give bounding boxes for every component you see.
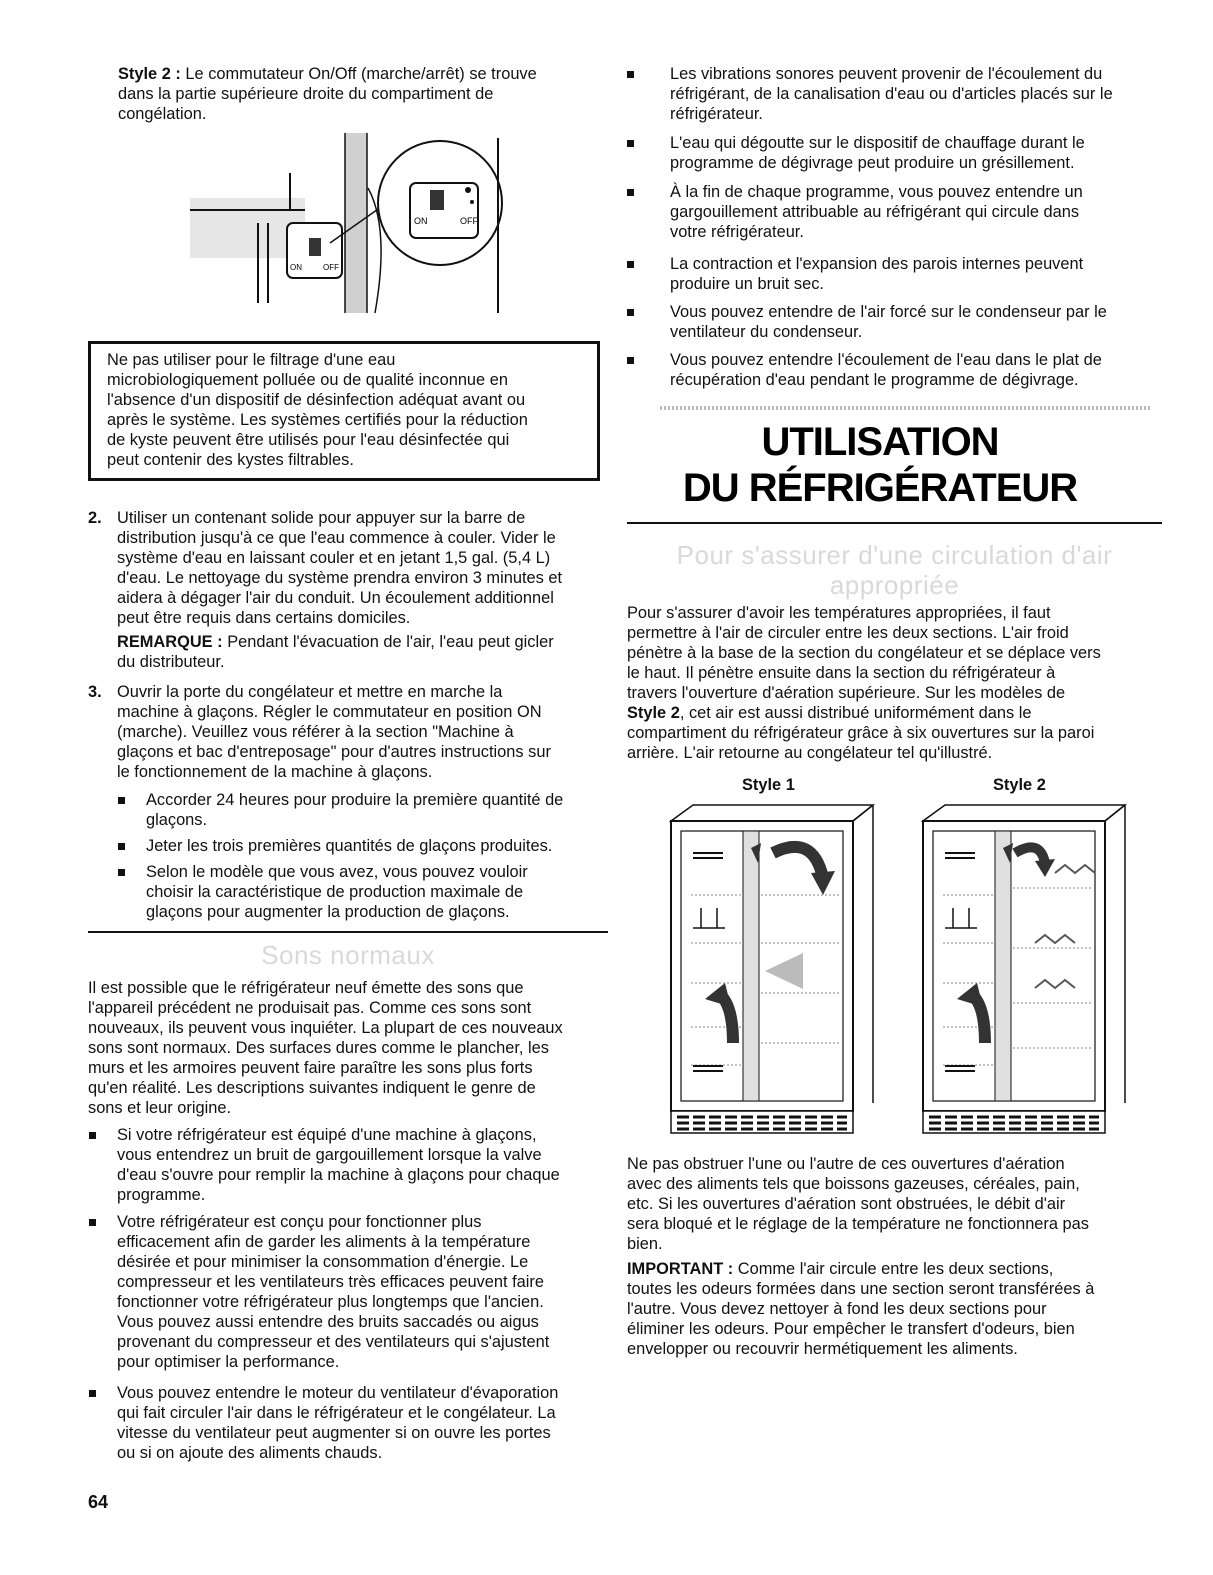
sons-intro-line: qu'en réalité. Les descriptions suivantes indiquent le genre de: [88, 1079, 536, 1097]
switch-on-label-zoom: ON: [414, 216, 428, 226]
remarque-line: du distributeur.: [117, 653, 225, 671]
sons-bullet-line: qui fait circuler l'air dans le réfrigérateur et le congélateur. La: [117, 1404, 556, 1422]
sons-bullet-line: Si votre réfrigérateur est équipé d'une machine à glaçons,: [117, 1126, 537, 1144]
sons-bullet-line: vitesse du ventilateur peut augmenter si on ouvre les portes: [117, 1424, 551, 1442]
step3-line: machine à glaçons. Régler le commutateur en position ON: [117, 703, 542, 721]
air-heading-line2: appropriée: [829, 570, 960, 600]
switch-on-label: ON: [290, 263, 302, 272]
sons-intro-line: Il est possible que le réfrigérateur neuf émette des sons que: [88, 979, 524, 997]
style1-fridge-diagram: [663, 803, 878, 1141]
air-para-line: travers l'ouverture d'aération supérieure. Sur les modèles de: [627, 684, 1066, 702]
sons-bullet-line: programme.: [117, 1186, 206, 1204]
style2-fridge-diagram: [915, 803, 1130, 1141]
bullet-square: [118, 843, 125, 850]
section-title-line1: UTILISATION: [761, 420, 999, 464]
right-bullet-line: ventilateur du condenseur.: [670, 323, 863, 341]
air-heading-line1: Pour s'assurer d'une circulation d'air: [676, 540, 1113, 570]
air-para-line: compartiment du réfrigérateur grâce à six ouvertures sur la paroi: [627, 724, 1095, 742]
page-number: 64: [88, 1492, 109, 1512]
obstruct-line: avec des aliments tels que boissons gazeuses, céréales, pain,: [627, 1175, 1080, 1193]
warning-line: de kyste peuvent être utilisés pour l'eau désinfectée qui: [107, 431, 510, 449]
remarque-line: [117, 632, 554, 652]
switch-off-label-zoom: OFF: [460, 216, 478, 226]
air-para-line: pénètre à la base de la section du congélateur et se déplace vers: [627, 644, 1101, 662]
air-para-line: arrière. L'air retourne au congélateur tel qu'illustré.: [627, 744, 993, 762]
sons-bullet-line: d'eau s'ouvre pour remplir la machine à glaçons pour chaque: [117, 1166, 560, 1184]
bullet-square: [627, 71, 634, 78]
step3-bullet-line: Accorder 24 heures pour produire la première quantité de: [146, 791, 564, 809]
air-para-text: , cet air est aussi distribué uniformément dans le: [679, 704, 1032, 722]
section-title-line2: DU RÉFRIGÉRATEUR: [682, 466, 1078, 510]
sons-bullet-line: provenant du compresseur et des ventilateurs qui s'ajustent: [117, 1333, 550, 1351]
warning-line: après le système. Les systèmes certifiés pour la réduction: [107, 411, 528, 429]
air-para-line: le haut. Il pénètre ensuite dans la section du réfrigérateur à: [627, 664, 1056, 682]
right-bullet-line: Vous pouvez entendre l'écoulement de l'eau dans le plat de: [670, 351, 1102, 369]
important-line: toutes les odeurs formées dans une section seront transférées à: [627, 1280, 1095, 1298]
step3-bullet-line: choisir la caractéristique de production maximale de: [146, 883, 524, 901]
step3-line: le fonctionnement de la machine à glaçons.: [117, 763, 433, 781]
sons-intro-line: sons sont normaux. Des surfaces dures comme le plancher, les: [88, 1039, 549, 1057]
decorative-rule: [660, 406, 1152, 410]
right-bullet-line: produire un bruit sec.: [670, 275, 824, 293]
style2-label: Style 2: [993, 776, 1046, 794]
warning-line: Ne pas utiliser pour le filtrage d'une eau: [107, 351, 396, 369]
right-bullet-line: L'eau qui dégoutte sur le dispositif de chauffage durant le: [670, 134, 1085, 152]
step3-bullet-line: Jeter les trois premières quantités de glaçons produites.: [146, 837, 553, 855]
sons-bullet-line: compresseur et les ventilateurs très efficaces peuvent faire: [117, 1273, 544, 1291]
step3-number: 3.: [88, 683, 102, 701]
remarque-text: Pendant l'évacuation de l'air, l'eau peut gicler: [227, 633, 554, 651]
step3-line: (marche). Veuillez vous référer à la section "Machine à: [117, 723, 514, 741]
obstruct-line: etc. Si les ouvertures d'aération sont obstruées, le débit d'air: [627, 1195, 1066, 1213]
style2-text-line: congélation.: [118, 105, 207, 123]
step2-line: distribution jusqu'à ce que l'eau commence à couler. Vider le: [117, 529, 556, 547]
step2-number: 2.: [88, 509, 102, 527]
bullet-square: [118, 797, 125, 804]
step3-line: glaçons et bac d'entreposage" pour d'autres instructions sur: [117, 743, 551, 761]
step3-bullet-line: Selon le modèle que vous avez, vous pouvez vouloir: [146, 863, 528, 881]
sons-intro-line: murs et les armoires peuvent faire paraître les sons plus forts: [88, 1059, 533, 1077]
warning-line: peut contenir des kystes filtrables.: [107, 451, 354, 469]
sons-bullet-line: Vous pouvez aussi entendre des bruits saccadés ou aigus: [117, 1313, 539, 1331]
sons-bullet-line: Votre réfrigérateur est conçu pour fonctionner plus: [117, 1213, 482, 1231]
style1-label: Style 1: [742, 776, 795, 794]
right-bullet-line: Vous pouvez entendre de l'air forcé sur le condenseur par le: [670, 303, 1107, 321]
style2-text-line: Le commutateur On/Off (marche/arrêt) se trouve: [185, 65, 537, 83]
right-bullet-line: programme de dégivrage peut produire un grésillement.: [670, 154, 1075, 172]
important-text: Comme l'air circule entre les deux sections,: [737, 1260, 1054, 1278]
step2-line: d'eau. Le nettoyage du système prendra environ 3 minutes et: [117, 569, 563, 587]
sons-bullet-line: pour optimiser la performance.: [117, 1353, 340, 1371]
switch-illustration: [190, 128, 520, 318]
sons-bullet-line: désirée et pour minimiser la consommation d'énergie. Le: [117, 1253, 529, 1271]
remarque-label: REMARQUE :: [117, 633, 223, 651]
obstruct-line: Ne pas obstruer l'une ou l'autre de ces ouvertures d'aération: [627, 1155, 1065, 1173]
step2-line: aidera à dégager l'air du conduit. Un écoulement additionnel: [117, 589, 554, 607]
important-line: éliminer les odeurs. Pour empêcher le transfert d'odeurs, bien: [627, 1320, 1075, 1338]
sons-bullet-line: ou si on ajoute des aliments chauds.: [117, 1444, 383, 1462]
bullet-square: [89, 1390, 96, 1397]
bullet-square: [627, 357, 634, 364]
air-style2-bold: Style 2: [627, 704, 680, 722]
air-para-line: [627, 703, 1032, 723]
step3-bullet-line: glaçons pour augmenter la production de glaçons.: [146, 903, 510, 921]
step2-line: Utiliser un contenant solide pour appuyer sur la barre de: [117, 509, 526, 527]
style2-label: Style 2 :: [118, 65, 181, 83]
sons-bullet-line: vous entendrez un bruit de gargouillement lorsque la valve: [117, 1146, 542, 1164]
step3-line: Ouvrir la porte du congélateur et mettre en marche la: [117, 683, 503, 701]
sons-heading: Sons normaux: [261, 940, 435, 970]
right-bullet-line: À la fin de chaque programme, vous pouvez entendre un: [670, 183, 1083, 201]
important-line: [627, 1259, 1053, 1279]
sons-intro-line: l'appareil précédent ne produisait pas. Comme ces sons sont: [88, 999, 532, 1017]
bullet-square: [627, 261, 634, 268]
step3-bullet-line: glaçons.: [146, 811, 208, 829]
style2-text-line: dans la partie supérieure droite du compartiment de: [118, 85, 494, 103]
sons-bullet-line: efficacement afin de garder les aliments à la température: [117, 1233, 531, 1251]
sons-intro-line: nouveaux, ils peuvent vous inquiéter. La plupart de ces nouveaux: [88, 1019, 563, 1037]
right-bullet-line: réfrigérant, de la canalisation d'eau ou d'articles placés sur le: [670, 85, 1113, 103]
air-para-line: permettre à l'air de circuler entre les deux sections. L'air froid: [627, 624, 1069, 642]
warning-line: microbiologiquement polluée ou de qualité inconnue en: [107, 371, 508, 389]
bullet-square: [627, 309, 634, 316]
sons-intro-line: sons et leur origine.: [88, 1099, 232, 1117]
bullet-square: [89, 1132, 96, 1139]
air-para-line: Pour s'assurer d'avoir les températures appropriées, il faut: [627, 604, 1051, 622]
warning-line: l'absence d'un dispositif de désinfection adéquat avant ou: [107, 391, 526, 409]
sons-bullet-line: Vous pouvez entendre le moteur du ventilateur d'évaporation: [117, 1384, 559, 1402]
right-bullet-line: récupération d'eau pendant le programme de dégivrage.: [670, 371, 1079, 389]
bullet-square: [627, 189, 634, 196]
right-bullet-line: La contraction et l'expansion des parois internes peuvent: [670, 255, 1084, 273]
step2-line: peut être requis dans certains domiciles.: [117, 609, 411, 627]
style2-intro: [118, 64, 588, 84]
obstruct-line: bien.: [627, 1235, 663, 1253]
divider: [88, 931, 608, 933]
divider: [627, 522, 1162, 524]
step2-line: système d'eau en laissant couler et en jetant 1,5 gal. (5,4 L): [117, 549, 551, 567]
bullet-square: [627, 140, 634, 147]
right-bullet-line: réfrigérateur.: [670, 105, 763, 123]
important-line: l'autre. Vous devez nettoyer à fond les deux sections pour: [627, 1300, 1047, 1318]
important-line: envelopper ou recouvrir hermétiquement les aliments.: [627, 1340, 1018, 1358]
important-label: IMPORTANT :: [627, 1260, 734, 1278]
bullet-square: [118, 869, 125, 876]
sons-bullet-line: fonctionner votre réfrigérateur plus longtemps que l'ancien.: [117, 1293, 544, 1311]
right-bullet-line: Les vibrations sonores peuvent provenir de l'écoulement du: [670, 65, 1103, 83]
obstruct-line: sera bloqué et le réglage de la température ne fonctionnera pas: [627, 1215, 1089, 1233]
right-bullet-line: gargouillement attribuable au réfrigérant qui circule dans: [670, 203, 1080, 221]
right-bullet-line: votre réfrigérateur.: [670, 223, 804, 241]
bullet-square: [89, 1219, 96, 1226]
switch-off-label: OFF: [323, 263, 339, 272]
